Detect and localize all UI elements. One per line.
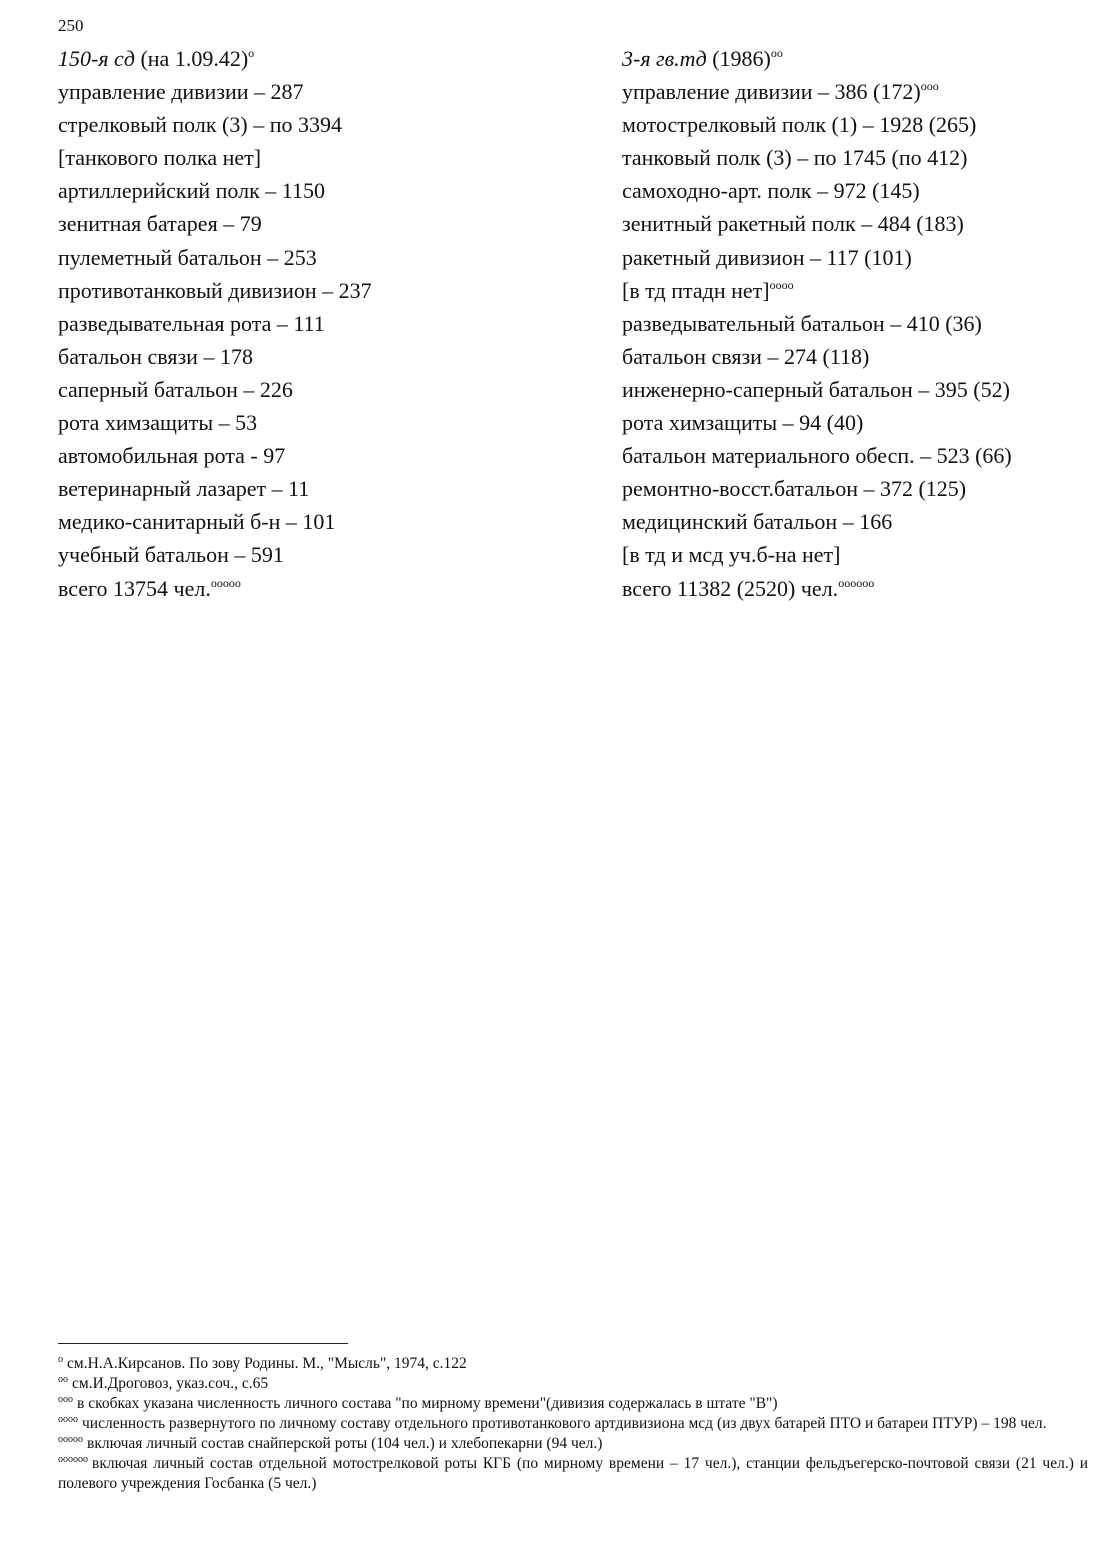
unit-line bbox=[58, 141, 558, 174]
footnote-mark: оо bbox=[58, 1374, 68, 1385]
footnote-mark: ооооо bbox=[58, 1434, 83, 1445]
footnote-mark: оооооо bbox=[838, 575, 875, 590]
footnote-mark: оооо bbox=[58, 1414, 78, 1425]
left-title-italic: 150-я сд bbox=[58, 46, 135, 71]
footnote bbox=[58, 1414, 1088, 1434]
footnote-mark: оооооо bbox=[58, 1454, 88, 1465]
left-title-footnote-mark: о bbox=[248, 46, 255, 60]
unit-text: инженерно-саперный батальон – 395 (52) bbox=[622, 376, 1010, 402]
right-column bbox=[622, 42, 1092, 605]
unit-line bbox=[58, 406, 558, 439]
unit-text: артиллерийский полк – 1150 bbox=[58, 178, 325, 204]
right-title-italic: 3-я гв.тд bbox=[622, 46, 707, 71]
unit-text: управление дивизии – 386 (172) bbox=[622, 79, 921, 105]
unit-line bbox=[622, 538, 1092, 571]
unit-line bbox=[58, 340, 558, 373]
unit-line bbox=[58, 538, 558, 571]
unit-line bbox=[622, 75, 1092, 108]
footnote bbox=[58, 1394, 1088, 1414]
footnote-text: включая личный состав снайперской роты (104 чел.) и хлебопекарни (94 чел.) bbox=[87, 1435, 603, 1452]
footnote-text: численность развернутого по личному составу отдельного противотанкового артдивизиона мсд (из двух батарей ПТО и батареи ПТУР) – 198 чел. bbox=[82, 1415, 1047, 1432]
right-column-title bbox=[622, 42, 1092, 75]
footnote-text: см.И.Дроговоз, указ.соч., с.65 bbox=[72, 1375, 269, 1392]
unit-line bbox=[58, 108, 558, 141]
footnote bbox=[58, 1354, 1088, 1374]
unit-text: батальон связи – 178 bbox=[58, 343, 253, 369]
unit-line bbox=[622, 307, 1092, 340]
unit-text: ракетный дивизион – 117 (101) bbox=[622, 244, 912, 270]
footnote-mark: о bbox=[58, 1354, 63, 1365]
unit-line bbox=[58, 439, 558, 472]
unit-text: автомобильная рота - 97 bbox=[58, 443, 286, 469]
unit-line bbox=[622, 274, 1092, 307]
footnote-mark: ооооо bbox=[210, 575, 241, 590]
unit-text: противотанковый дивизион – 237 bbox=[58, 277, 372, 303]
unit-line bbox=[58, 572, 558, 605]
footnote-text: включая личный состав отдельной мотострелковой роты КГБ (по мирному времени – 17 чел.), станции фельдъегерско-почтовой связи (21 чел.) и полевого учреждения Госбанка (5 чел.) bbox=[58, 1455, 1088, 1492]
unit-line bbox=[58, 274, 558, 307]
unit-line bbox=[622, 472, 1092, 505]
unit-text: стрелковый полк (3) – по 3394 bbox=[58, 112, 342, 138]
footnote-text: см.Н.А.Кирсанов. По зову Родины. М., "Мысль", 1974, с.122 bbox=[67, 1355, 467, 1372]
unit-text: танковый полк (3) – по 1745 (по 412) bbox=[622, 145, 968, 171]
unit-text: управление дивизии – 287 bbox=[58, 79, 304, 105]
unit-line bbox=[622, 108, 1092, 141]
unit-text: батальон материального обесп. – 523 (66) bbox=[622, 443, 1012, 469]
unit-line bbox=[622, 340, 1092, 373]
unit-text: разведывательный батальон – 410 (36) bbox=[622, 310, 982, 336]
unit-text: рота химзащиты – 94 (40) bbox=[622, 410, 864, 436]
unit-line bbox=[622, 207, 1092, 240]
unit-text: [танкового полка нет] bbox=[58, 145, 262, 171]
unit-text: ветеринарный лазарет – 11 bbox=[58, 476, 310, 502]
unit-line bbox=[622, 505, 1092, 538]
unit-text: [в тд и мсд уч.б-на нет] bbox=[622, 542, 841, 568]
footnote-mark: ооо bbox=[58, 1394, 73, 1405]
unit-text: зенитная батарея – 79 bbox=[58, 211, 262, 237]
footnote bbox=[58, 1374, 1088, 1394]
footnote-mark: оооо bbox=[769, 277, 794, 292]
right-unit-list bbox=[622, 75, 1092, 605]
unit-line bbox=[58, 75, 558, 108]
page-number: 250 bbox=[58, 16, 84, 35]
unit-line bbox=[58, 174, 558, 207]
unit-text: рота химзащиты – 53 bbox=[58, 410, 258, 436]
footnote-text: в скобках указана численность личного состава "по мирному времени"(дивизия содержалась в штате "В") bbox=[77, 1395, 778, 1412]
left-unit-list bbox=[58, 75, 558, 605]
left-column-title bbox=[58, 42, 558, 75]
unit-line bbox=[58, 307, 558, 340]
unit-line bbox=[622, 373, 1092, 406]
unit-line bbox=[622, 439, 1092, 472]
footnotes bbox=[58, 1354, 1088, 1494]
unit-text: зенитный ракетный полк – 484 (183) bbox=[622, 211, 964, 237]
unit-line bbox=[58, 373, 558, 406]
unit-text: учебный батальон – 591 bbox=[58, 542, 284, 568]
unit-text: пулеметный батальон – 253 bbox=[58, 244, 317, 270]
left-column bbox=[58, 42, 558, 605]
unit-line bbox=[622, 572, 1092, 605]
unit-text: медико-санитарный б-н – 101 bbox=[58, 509, 336, 535]
unit-text: ремонтно-восст.батальон – 372 (125) bbox=[622, 476, 967, 502]
footnote-separator bbox=[58, 1343, 348, 1344]
footnote-mark: ооо bbox=[920, 79, 939, 94]
unit-text: мотострелковый полк (1) – 1928 (265) bbox=[622, 112, 977, 138]
unit-text: всего 11382 (2520) чел. bbox=[622, 575, 839, 601]
unit-text: батальон связи – 274 (118) bbox=[622, 343, 870, 369]
unit-line bbox=[622, 174, 1092, 207]
unit-line bbox=[58, 207, 558, 240]
left-title-date: (на 1.09.42) bbox=[134, 46, 249, 71]
unit-text: самоходно-арт. полк – 972 (145) bbox=[622, 178, 920, 204]
unit-text: всего 13754 чел. bbox=[58, 575, 211, 601]
unit-text: саперный батальон – 226 bbox=[58, 376, 293, 402]
unit-text: [в тд птадн нет] bbox=[622, 277, 770, 303]
unit-line bbox=[622, 241, 1092, 274]
unit-line bbox=[58, 472, 558, 505]
unit-text: медицинский батальон – 166 bbox=[622, 509, 893, 535]
unit-line bbox=[622, 406, 1092, 439]
footnote bbox=[58, 1434, 1088, 1454]
right-title-date: (1986) bbox=[706, 46, 771, 71]
footnote bbox=[58, 1454, 1088, 1494]
unit-text: разведывательная рота – 111 bbox=[58, 310, 325, 336]
unit-line bbox=[58, 505, 558, 538]
unit-line bbox=[622, 141, 1092, 174]
unit-line bbox=[58, 241, 558, 274]
right-title-footnote-mark: оо bbox=[770, 46, 783, 60]
